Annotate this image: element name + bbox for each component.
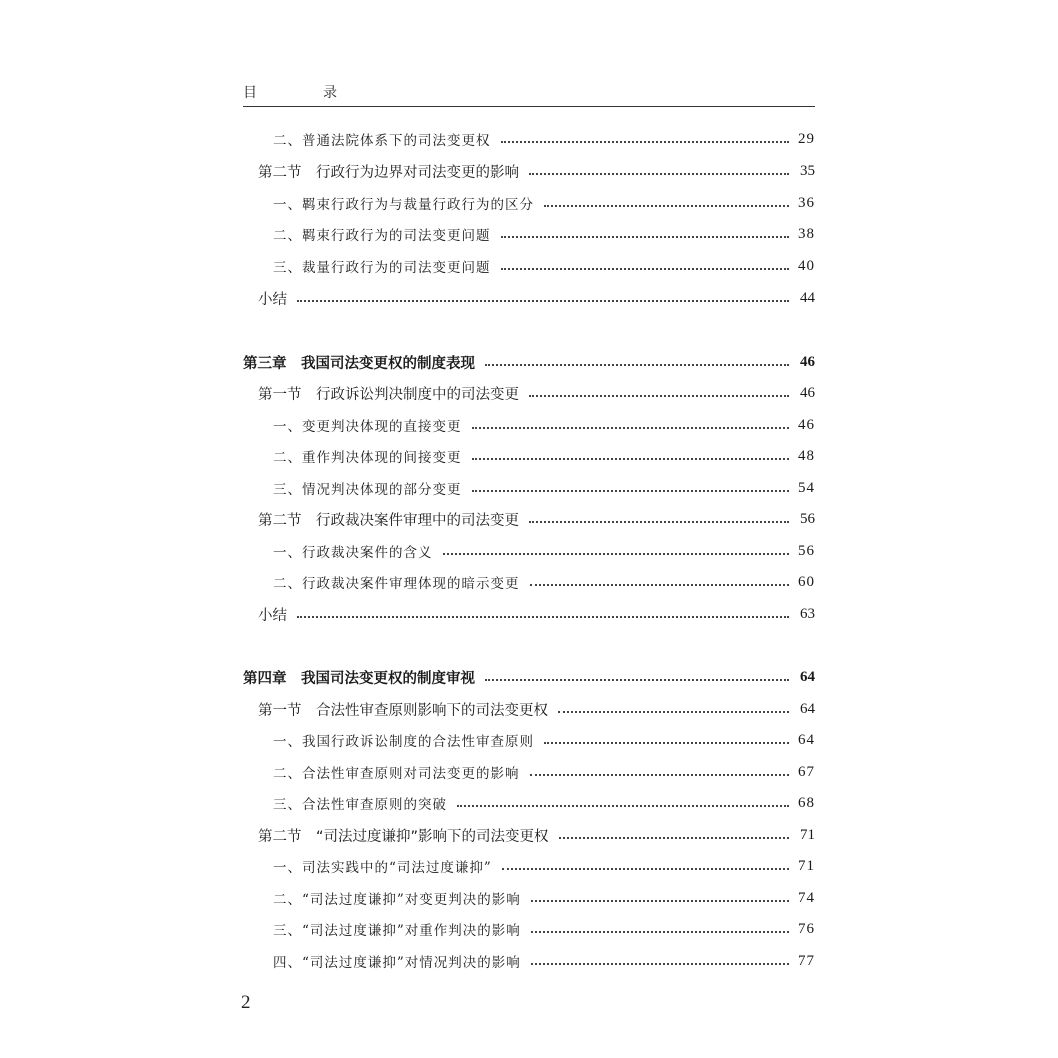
dot-leader — [485, 677, 789, 681]
dot-leader — [544, 740, 789, 744]
dot-leader — [544, 203, 789, 207]
dot-leader — [531, 961, 789, 965]
toc-entry-page: 48 — [798, 447, 815, 464]
dot-leader — [501, 266, 790, 270]
toc-entry-page: 38 — [798, 225, 815, 242]
toc-entry-title: 小结 — [258, 291, 287, 308]
dot-leader — [443, 551, 790, 555]
toc-entry-page: 60 — [798, 573, 815, 590]
toc-entry-chapter — [243, 665, 815, 689]
toc-entry-page: 35 — [800, 162, 815, 179]
toc-entry-item — [273, 791, 815, 815]
toc-entry-chapter — [243, 350, 815, 374]
toc-entry-item — [273, 191, 815, 215]
toc-entry-page: 76 — [798, 920, 815, 937]
dot-leader — [529, 393, 789, 397]
dot-leader — [502, 866, 789, 870]
toc-entry-item — [273, 539, 815, 563]
toc-entry-section — [258, 507, 815, 531]
toc-entry-title: 一、变更判决体现的直接变更 — [273, 419, 462, 435]
toc-entry-item — [273, 886, 815, 910]
dot-leader — [529, 171, 789, 175]
toc-entry-page: 46 — [800, 384, 815, 401]
toc-entry-title: 三、裁量行政行为的司法变更问题 — [273, 260, 491, 276]
toc-entry-title: 一、我国行政诉讼制度的合法性审查原则 — [273, 734, 534, 750]
toc-entry-page: 64 — [798, 731, 815, 748]
toc-entry-summary — [258, 602, 815, 626]
toc-entry-title: 第一节 行政诉讼判决制度中的司法变更 — [258, 386, 519, 403]
toc-entry-title: 小结 — [258, 607, 287, 624]
toc-entry-page: 29 — [798, 130, 815, 147]
toc-entry-section — [258, 381, 815, 405]
toc-entry-page: 44 — [800, 289, 815, 306]
toc-entry-title: 三、情况判决体现的部分变更 — [273, 482, 462, 498]
toc-entry-title: 三、“司法过度谦抑”对重作判决的影响 — [273, 923, 521, 939]
toc-entry-summary — [258, 286, 815, 310]
toc-entry-section — [258, 823, 815, 847]
header-title: 目 录 — [243, 85, 363, 101]
toc-entry-page: 64 — [800, 668, 815, 685]
toc-entry-item — [273, 760, 815, 784]
toc-entry-item — [273, 728, 815, 752]
dot-leader — [472, 456, 790, 460]
toc-entry-title: 一、行政裁决案件的含义 — [273, 545, 433, 561]
toc-entry-item — [273, 854, 815, 878]
toc-entry-title: 二、行政裁决案件审理体现的暗示变更 — [273, 576, 520, 592]
dot-leader — [297, 298, 789, 302]
toc-entry-item — [273, 949, 815, 973]
toc-entry-page: 56 — [798, 542, 815, 559]
toc-entry-section — [258, 159, 815, 183]
dot-leader — [485, 362, 789, 366]
toc-entry-section — [258, 697, 815, 721]
toc-entry-page: 77 — [798, 952, 815, 969]
toc-entry-page: 67 — [798, 763, 815, 780]
toc-entry-title: 二、羁束行政行为的司法变更问题 — [273, 228, 491, 244]
dot-leader — [558, 709, 789, 713]
dot-leader — [531, 929, 789, 933]
toc-entry-title: 一、羁束行政行为与裁量行政行为的区分 — [273, 197, 534, 213]
dot-leader — [501, 139, 790, 143]
toc-entry-title: 二、重作判决体现的间接变更 — [273, 450, 462, 466]
toc-entry-item — [273, 222, 815, 246]
dot-leader — [559, 835, 789, 839]
dot-leader — [472, 425, 790, 429]
toc-entry-page: 40 — [798, 257, 815, 274]
page-number: 2 — [241, 992, 251, 1013]
toc-entry-title: 第二节 行政行为边界对司法变更的影响 — [258, 164, 519, 181]
toc-entry-item — [273, 127, 815, 151]
toc-entry-page: 71 — [798, 857, 815, 874]
toc-entry-item — [273, 917, 815, 941]
dot-leader — [531, 898, 789, 902]
dot-leader — [530, 772, 790, 776]
toc-entry-page: 46 — [800, 353, 815, 370]
toc-entry-title: 二、合法性审查原则对司法变更的影响 — [273, 766, 520, 782]
toc-entry-item — [273, 476, 815, 500]
toc-entry-title: 一、司法实践中的“司法过度谦抑” — [273, 860, 492, 876]
dot-leader — [529, 519, 789, 523]
dot-leader — [472, 488, 790, 492]
toc-entry-page: 68 — [798, 794, 815, 811]
dot-leader — [530, 582, 790, 586]
toc-entry-title: 四、“司法过度谦抑”对情况判决的影响 — [273, 955, 521, 971]
dot-leader — [297, 614, 789, 618]
dot-leader — [501, 234, 790, 238]
toc-entry-item — [273, 413, 815, 437]
toc-entry-page: 74 — [798, 889, 815, 906]
toc-entry-item — [273, 444, 815, 468]
toc-entry-title: 第二节 “司法过度谦抑”影响下的司法变更权 — [258, 828, 549, 845]
toc-entry-page: 71 — [800, 826, 815, 843]
toc-entry-page: 63 — [800, 605, 815, 622]
toc-entry-page: 36 — [798, 194, 815, 211]
toc-entry-item — [273, 570, 815, 594]
toc-entry-page: 54 — [798, 479, 815, 496]
toc-entry-title: 第一节 合法性审查原则影响下的司法变更权 — [258, 702, 548, 719]
toc-entry-title: 第四章 我国司法变更权的制度审视 — [243, 670, 475, 687]
toc-entry-title: 二、普通法院体系下的司法变更权 — [273, 133, 491, 149]
dot-leader — [457, 803, 789, 807]
toc-entry-title: 二、“司法过度谦抑”对变更判决的影响 — [273, 892, 521, 908]
toc-entry-title: 三、合法性审查原则的突破 — [273, 797, 447, 813]
toc-entry-page: 46 — [798, 416, 815, 433]
toc-entry-page: 56 — [800, 510, 815, 527]
toc-entry-item — [273, 254, 815, 278]
toc-entry-title: 第三章 我国司法变更权的制度表现 — [243, 355, 475, 372]
toc-entry-page: 64 — [800, 700, 815, 717]
toc-entry-title: 第二节 行政裁决案件审理中的司法变更 — [258, 512, 519, 529]
